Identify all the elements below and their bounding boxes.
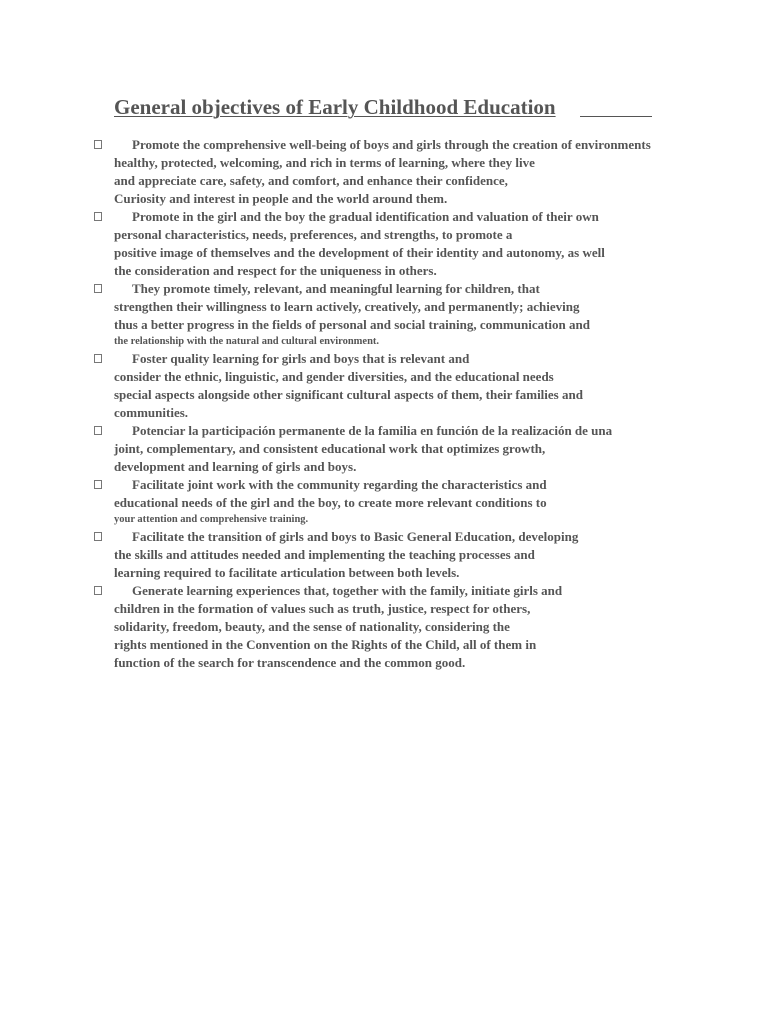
bullet-box-icon (94, 586, 102, 595)
objective-line-small: your attention and comprehensive training. (114, 514, 309, 525)
objective-line: strengthen their willingness to learn actively, creatively, and permanently; achieving (114, 299, 580, 314)
objective-item (0, 422, 696, 476)
title-underline-rule (580, 116, 652, 117)
objective-line: development and learning of girls and boys. (114, 459, 357, 474)
objective-item (0, 280, 696, 350)
objective-line: special aspects alongside other significant cultural aspects of them, their families and (114, 387, 583, 402)
objective-line: solidarity, freedom, beauty, and the sense of nationality, considering the (114, 619, 510, 634)
objective-line: Facilitate the transition of girls and boys to Basic General Education, developing (132, 529, 579, 544)
bullet-box-icon (94, 354, 102, 363)
objective-line: healthy, protected, welcoming, and rich in terms of learning, where they live (114, 155, 535, 170)
objective-line: the skills and attitudes needed and implementing the teaching processes and (114, 547, 535, 562)
page-title: General objectives of Early Childhood Education (114, 95, 556, 119)
objective-line: personal characteristics, needs, preferences, and strengths, to promote a (114, 227, 513, 242)
objective-item (0, 350, 696, 422)
objective-line: consider the ethnic, linguistic, and gender diversities, and the educational needs (114, 369, 554, 384)
objective-line: children in the formation of values such as truth, justice, respect for others, (114, 601, 531, 616)
objective-line: learning required to facilitate articulation between both levels. (114, 565, 460, 580)
objective-item (0, 528, 696, 582)
objective-line: and appreciate care, safety, and comfort, and enhance their confidence, (114, 173, 508, 188)
objective-line: Promote in the girl and the boy the gradual identification and valuation of their own (132, 209, 599, 224)
objective-item (0, 582, 696, 672)
objective-line: rights mentioned in the Convention on the Rights of the Child, all of them in (114, 637, 537, 652)
bullet-box-icon (94, 480, 102, 489)
bullet-box-icon (94, 212, 102, 221)
objective-line: Generate learning experiences that, together with the family, initiate girls and (132, 583, 563, 598)
objective-line: joint, complementary, and consistent educational work that optimizes growth, (114, 441, 546, 456)
objective-line: the consideration and respect for the uniqueness in others. (114, 263, 437, 278)
objective-line: Curiosity and interest in people and the world around them. (114, 191, 448, 206)
objective-line: educational needs of the girl and the boy, to create more relevant conditions to (114, 495, 547, 510)
objective-item (0, 208, 696, 280)
objective-line: thus a better progress in the fields of personal and social training, communication and (114, 317, 590, 332)
objective-line-small: the relationship with the natural and cultural environment. (114, 336, 380, 347)
objective-line: function of the search for transcendence and the common good. (114, 655, 466, 670)
objective-item (0, 136, 696, 208)
objective-line: Potenciar la participación permanente de la familia en función de la realización de una (132, 423, 613, 438)
objective-line: positive image of themselves and the development of their identity and autonomy, as well (114, 245, 605, 260)
objective-line: Foster quality learning for girls and boys that is relevant and (132, 351, 470, 366)
objective-line: communities. (114, 405, 189, 420)
objective-line: Facilitate joint work with the community regarding the characteristics and (132, 477, 547, 492)
objectives-list (0, 136, 768, 672)
bullet-box-icon (94, 284, 102, 293)
bullet-box-icon (94, 426, 102, 435)
objective-line: They promote timely, relevant, and meaningful learning for children, that (132, 281, 540, 296)
objective-line: Promote the comprehensive well-being of boys and girls through the creation of environments (132, 137, 651, 152)
bullet-box-icon (94, 532, 102, 541)
objective-item (0, 476, 696, 528)
bullet-box-icon (94, 140, 102, 149)
